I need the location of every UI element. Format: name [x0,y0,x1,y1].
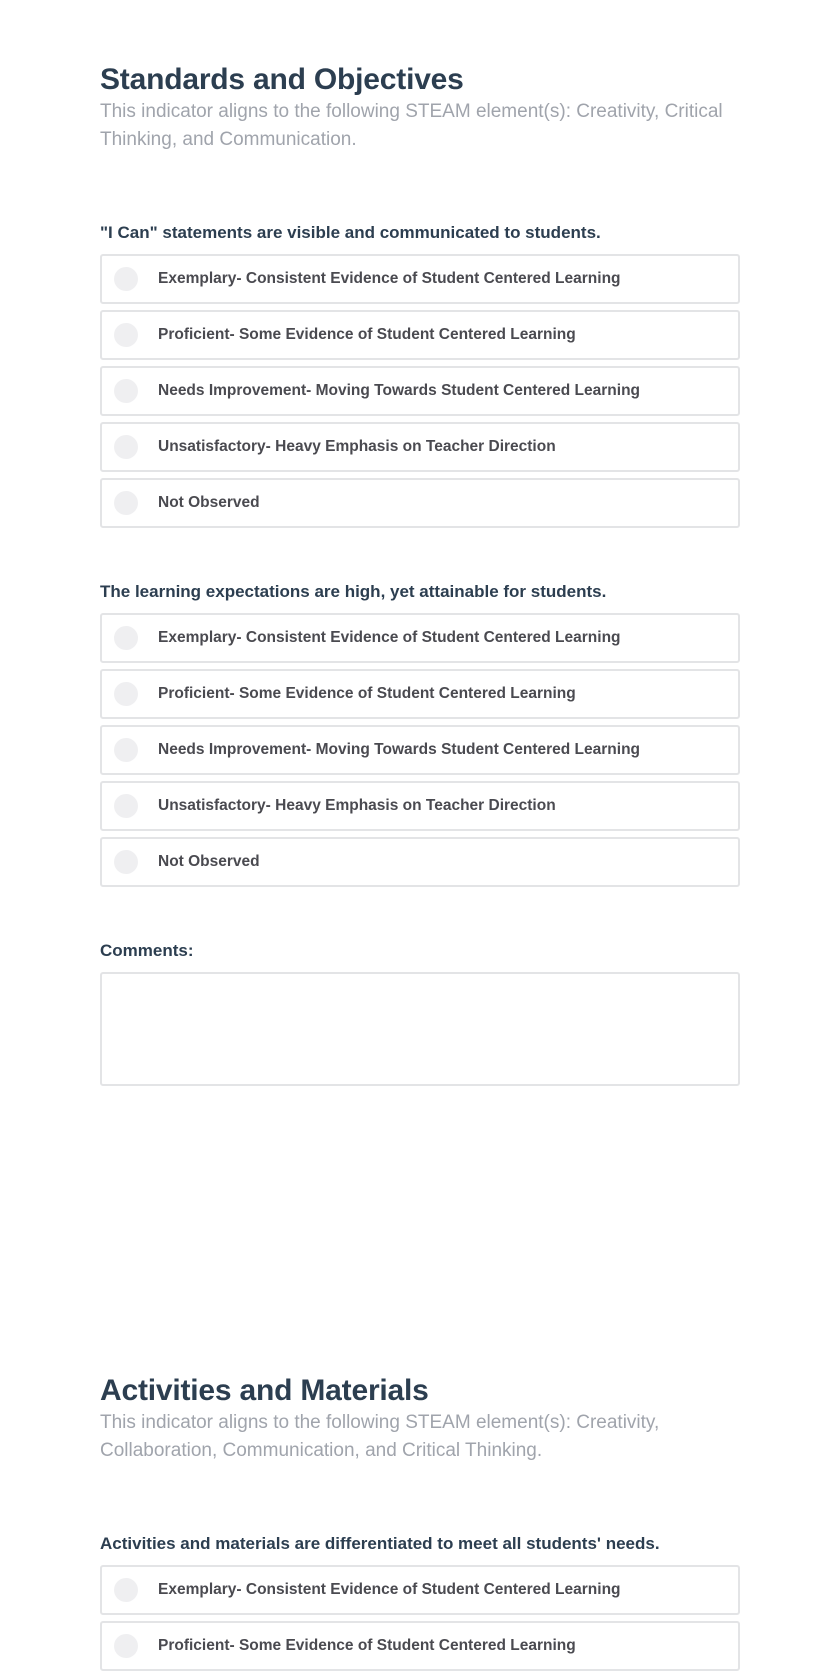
comments-label: Comments: [100,941,194,960]
option-exemplary[interactable] [100,613,740,663]
section-title: Standards and Objectives [100,63,464,96]
radio-button[interactable] [114,323,138,347]
question-differentiated-activities [100,1533,740,1677]
option-exemplary[interactable] [100,1565,740,1615]
radio-button[interactable] [114,1634,138,1658]
question-label: Activities and materials are differentiated to meet all students' needs. [100,1534,660,1553]
question-i-can-statements [100,222,740,534]
option-label: Not Observed [158,494,260,511]
radio-button[interactable] [114,794,138,818]
option-label: Not Observed [158,853,260,870]
option-label: Proficient- Some Evidence of Student Centered Learning [158,326,576,343]
option-unsatisfactory[interactable] [100,422,740,472]
radio-button[interactable] [114,682,138,706]
radio-button[interactable] [114,850,138,874]
section-activities-materials [100,1373,740,1465]
option-label: Needs Improvement- Moving Towards Student Centered Learning [158,741,640,758]
option-label: Proficient- Some Evidence of Student Centered Learning [158,685,576,702]
radio-button[interactable] [114,379,138,403]
section-standards-objectives [100,62,740,154]
option-label: Proficient- Some Evidence of Student Centered Learning [158,1637,576,1654]
option-proficient[interactable] [100,669,740,719]
radio-button[interactable] [114,626,138,650]
option-proficient[interactable] [100,1621,740,1671]
option-label: Unsatisfactory- Heavy Emphasis on Teacher Direction [158,797,556,814]
option-label: Exemplary- Consistent Evidence of Student Centered Learning [158,1581,621,1598]
option-unsatisfactory[interactable] [100,781,740,831]
option-proficient[interactable] [100,310,740,360]
question-label: The learning expectations are high, yet attainable for students. [100,582,607,601]
radio-button[interactable] [114,1578,138,1602]
option-label: Exemplary- Consistent Evidence of Student Centered Learning [158,270,621,287]
section-description: This indicator aligns to the following STEAM element(s): Creativity, Collaboration, Communication, and Critical Thinking. [100,1412,660,1461]
option-exemplary[interactable] [100,254,740,304]
radio-button[interactable] [114,435,138,459]
option-label: Unsatisfactory- Heavy Emphasis on Teacher Direction [158,438,556,455]
radio-button[interactable] [114,491,138,515]
comments-field-group [100,940,740,1086]
option-not-observed[interactable] [100,478,740,528]
option-not-observed[interactable] [100,837,740,887]
radio-button[interactable] [114,267,138,291]
option-needs-improvement[interactable] [100,366,740,416]
option-label: Exemplary- Consistent Evidence of Student Centered Learning [158,629,621,646]
question-label: "I Can" statements are visible and communicated to students. [100,223,601,242]
radio-button[interactable] [114,738,138,762]
question-learning-expectations [100,581,740,893]
section-title: Activities and Materials [100,1374,429,1407]
comments-textarea[interactable] [100,972,740,1086]
option-label: Needs Improvement- Moving Towards Student Centered Learning [158,382,640,399]
section-description: This indicator aligns to the following STEAM element(s): Creativity, Critical Thinking, and Communication. [100,101,723,150]
option-needs-improvement[interactable] [100,725,740,775]
